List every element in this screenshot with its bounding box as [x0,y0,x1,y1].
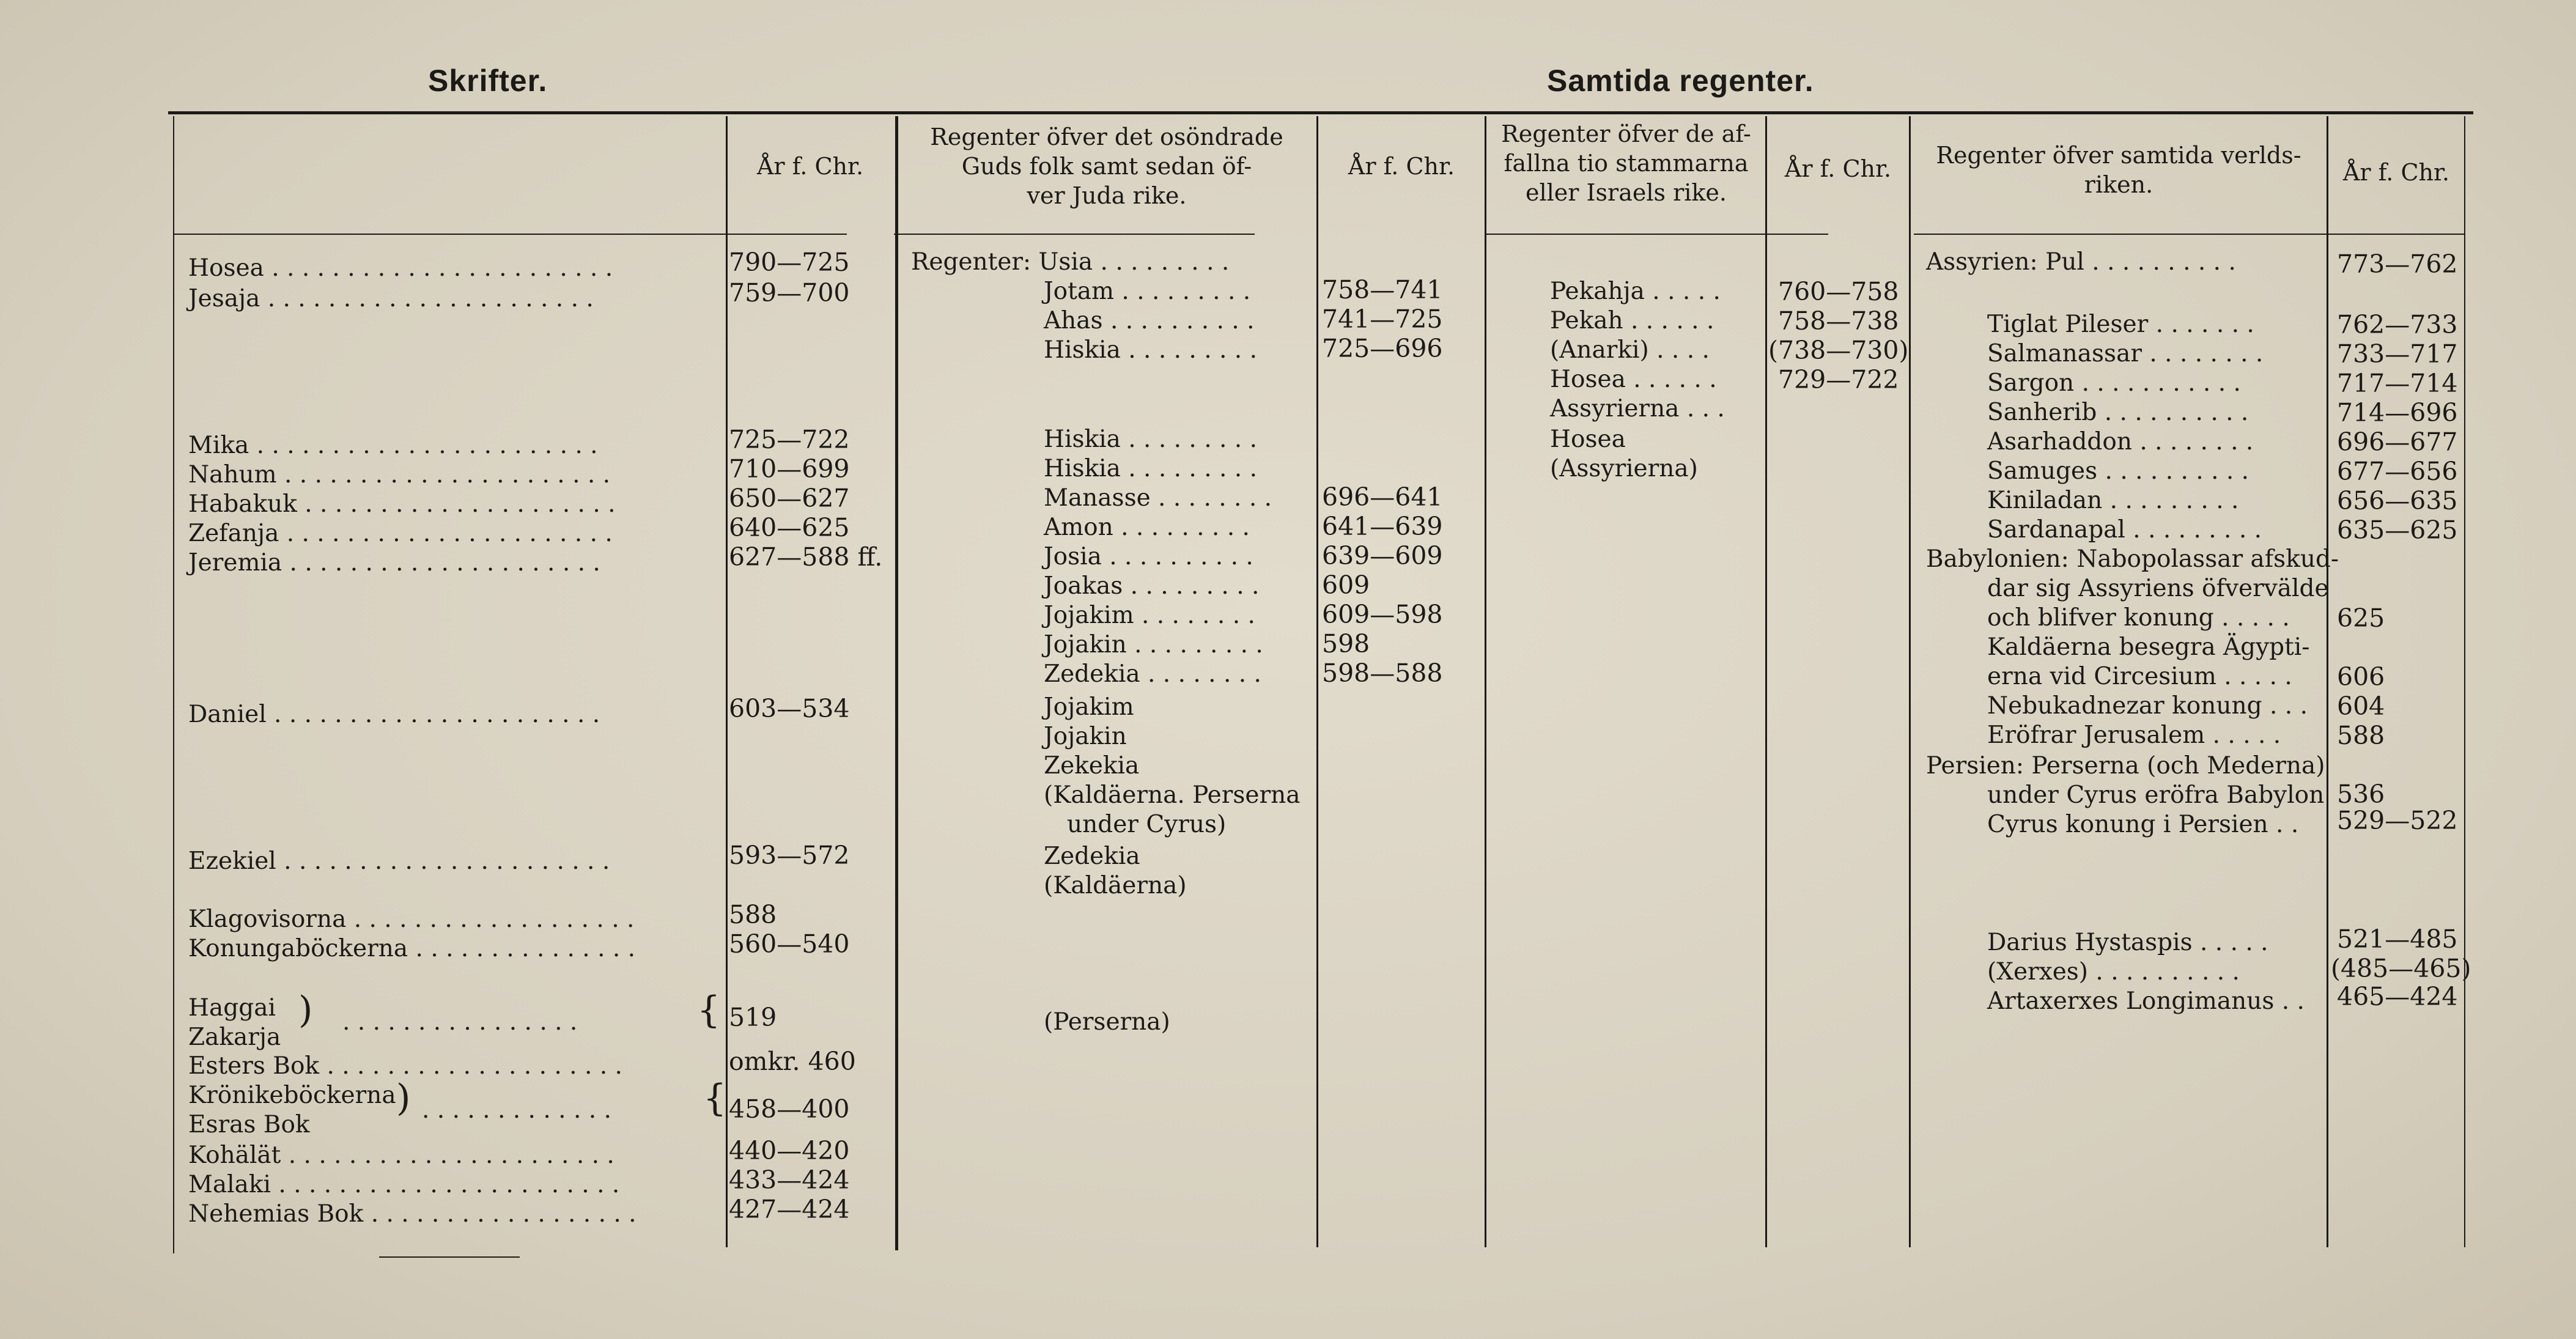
juda-year: 696—641 [1322,482,1443,512]
skrift-year: 627—588 ff. [729,542,883,572]
world-header-line-1: Regenter öfver samtida verlds- [1936,142,2301,169]
juda-year: 725—696 [1322,334,1443,363]
juda-name: Jojakim [1044,693,1134,721]
skrift-year: 640—625 [729,513,850,542]
skrift-name: Krönikeböckerna [188,1082,396,1109]
world-name: Nebukadnezar konung . . . [1987,692,2308,720]
juda-year: 758—741 [1322,275,1443,304]
juda-year: 609—598 [1322,600,1443,629]
skrift-year: 593—572 [729,841,850,870]
world-year: 773—762 [2337,249,2458,279]
brace-right-kronike: { [703,1077,727,1120]
juda-name: Jojakim . . . . . . . . [1044,602,1255,629]
col-line-f [1765,116,1767,1247]
brace-left-kronike: ) [396,1077,411,1120]
world-name: Cyrus konung i Persien . . [1987,811,2299,838]
world-year: 714—696 [2337,398,2458,427]
world-name: Persien: Perserna (och Mederna) [1926,752,2325,780]
juda-name: Manasse . . . . . . . . [1044,484,1272,512]
skrift-year: 519 [729,1003,777,1032]
israel-header-line-1: Regenter öfver de af- [1501,120,1751,147]
skrift-name: Jeremia . . . . . . . . . . . . . . . . . . . . . [188,549,600,577]
skrift-name: Zefanja . . . . . . . . . . . . . . . . . . . . . . [188,520,613,547]
world-year: 717—714 [2337,369,2458,398]
skrift-name: Klagovisorna . . . . . . . . . . . . . . . . . . . [188,906,635,933]
israel-name: (Anarki) . . . . [1550,336,1710,364]
juda-name: Jojakin [1044,723,1127,750]
israel-header-line-2: fallna tio stammarna [1504,150,1749,177]
world-name: Kiniladan . . . . . . . . . [1987,487,2239,514]
top-rule [168,111,2473,114]
israel-year: 758—738 [1778,306,1899,336]
col-header-juda [899,122,1315,210]
header-rule-2 [894,234,1255,235]
world-name: Samuges . . . . . . . . . . [1987,457,2249,485]
skrift-year: 710—699 [729,454,850,484]
skrift-name: Nahum . . . . . . . . . . . . . . . . . . . . . . [188,461,611,489]
brace-left-haggai: ) [298,989,313,1031]
juda-year: 639—609 [1322,541,1443,570]
world-name: (Xerxes) . . . . . . . . . . [1987,958,2240,986]
juda-name: Hiskia . . . . . . . . . [1044,455,1258,482]
world-year: 536 [2337,780,2385,809]
col-line-h [2327,116,2328,1247]
kronike-dots: . . . . . . . . . . . . . [422,1096,611,1124]
israel-year: 760—758 [1778,277,1899,306]
juda-name: Regenter: Usia . . . . . . . . . [911,248,1230,276]
skrift-year: 458—400 [729,1094,850,1124]
juda-year: 598 [1322,629,1370,658]
juda-name: Hiskia . . . . . . . . . [1044,336,1258,364]
world-year: 656—635 [2337,486,2458,515]
skrift-year: 560—540 [729,929,850,959]
world-name: Sargon . . . . . . . . . . . [1987,369,2241,397]
juda-name: under Cyrus) [1067,811,1227,838]
juda-year: 598—588 [1322,658,1443,688]
col-line-i [2464,116,2465,1247]
juda-name: Zedekia [1044,843,1140,870]
juda-name: Amon . . . . . . . . . [1044,514,1250,541]
juda-year: 609 [1322,570,1370,600]
world-name: dar sig Assyriens öfvervälde [1987,575,2329,602]
world-year: 521—485 [2337,924,2458,954]
skrift-name: Habakuk . . . . . . . . . . . . . . . . . . . . . [188,490,616,518]
israel-name: Pekah . . . . . . [1550,307,1714,334]
juda-name: Ahas . . . . . . . . . . [1044,307,1255,334]
haggai-dots: . . . . . . . . . . . . . . . . [342,1008,578,1036]
israel-name: Hosea [1550,426,1626,453]
skrift-name: Esters Bok . . . . . . . . . . . . . . . . . . . . [188,1052,622,1080]
world-year: 529—522 [2337,806,2458,835]
col-line-d [1316,116,1318,1247]
world-name: Darius Hystaspis . . . . . [1987,929,2268,956]
juda-name: (Perserna) [1044,1008,1170,1036]
header-rule-1 [174,234,847,235]
skrift-name: Konungaböckerna . . . . . . . . . . . . . . . [188,935,636,962]
skrift-year: 440—420 [729,1136,850,1165]
col-header-israel [1487,119,1765,207]
col-line-e [1485,116,1486,1247]
skrift-name: Malaki . . . . . . . . . . . . . . . . . . . . . . . [188,1171,620,1198]
world-year: 604 [2337,692,2385,721]
world-name: Eröfrar Jerusalem . . . . . [1987,721,2281,749]
world-year: 588 [2337,721,2385,750]
col-line-a [173,116,174,1253]
skrift-name: Daniel . . . . . . . . . . . . . . . . . . . . . . [188,701,600,728]
skrift-year: 427—424 [729,1195,850,1224]
world-name: Salmanassar . . . . . . . . [1987,340,2264,367]
world-name: Babylonien: Nabopolassar afskud- [1926,545,2339,573]
brace-right-haggai: { [697,989,721,1031]
skrift-year: 433—424 [729,1165,850,1195]
world-name: Assyrien: Pul . . . . . . . . . . [1926,248,2236,276]
world-name: Artaxerxes Longimanus . . [1987,987,2305,1015]
header-rule-4 [1914,234,2464,235]
world-year: 733—717 [2337,339,2458,369]
juda-header-line-3: ver Juda rike. [1027,182,1187,209]
skrift-name: Kohälät . . . . . . . . . . . . . . . . . . . . . . [188,1142,614,1169]
juda-name: Zekekia [1044,752,1140,780]
skrift-name: Esras Bok [188,1111,310,1138]
world-name: Sardanapal . . . . . . . . . [1987,516,2262,544]
world-name: och blifver konung . . . . . [1987,604,2290,632]
juda-header-line-1: Regenter öfver det osöndrade [930,124,1283,150]
skrift-year: 725—722 [729,425,850,454]
col-line-c [895,116,898,1250]
skrift-name: Mika . . . . . . . . . . . . . . . . . . . . . . . [188,432,598,459]
skrift-year: 650—627 [729,484,850,513]
juda-name: Joakas . . . . . . . . . [1044,572,1260,600]
world-name: Tiglat Pileser . . . . . . . [1987,311,2254,338]
juda-name: Hiskia . . . . . . . . . [1044,426,1258,453]
col-header-world [1911,141,2326,199]
israel-name: Pekahja . . . . . [1550,278,1721,305]
israel-name: Hosea . . . . . . [1550,366,1717,393]
world-name: Sanherib . . . . . . . . . . [1987,399,2249,426]
col-line-g [1909,116,1911,1247]
skrifter-heading: Skrifter. [428,64,548,98]
skrift-name: Jesaja . . . . . . . . . . . . . . . . . . . . . . [188,285,594,312]
world-year: 696—677 [2337,427,2458,457]
israel-name: (Assyrierna) [1550,455,1698,482]
world-year: 465—424 [2337,982,2458,1011]
col-header-year-3: År f. Chr. [1784,155,1892,182]
juda-name: (Kaldäerna) [1044,872,1187,899]
world-year: 625 [2337,603,2385,633]
world-year: 762—733 [2337,310,2458,339]
world-name: Kaldäerna besegra Ägypti- [1987,633,2310,661]
juda-name: Josia . . . . . . . . . . [1044,543,1253,570]
juda-name: Zedekia . . . . . . . . [1044,660,1261,688]
israel-year: 729—722 [1778,365,1899,394]
israel-header-line-3: eller Israels rike. [1526,179,1727,206]
world-name: under Cyrus eröfra Babylon [1987,781,2325,809]
skrift-year: 588 [729,900,777,929]
juda-name: Jojakin . . . . . . . . . [1044,631,1263,658]
samtida-heading: Samtida regenter. [1547,64,1814,98]
skrift-year: 603—534 [729,694,850,723]
world-name: erna vid Circesium . . . . . [1987,663,2292,690]
world-header-line-2: riken. [2084,171,2153,198]
juda-year: 641—639 [1322,512,1443,541]
world-name: Asarhaddon . . . . . . . . [1987,428,2254,456]
skrift-name: Zakarja [188,1024,281,1051]
skrift-year: 790—725 [729,248,850,277]
header-rule-3 [1486,234,1828,235]
world-year: (485—465) [2331,954,2471,983]
skrift-name: Hosea . . . . . . . . . . . . . . . . . . . . . . . [188,254,613,282]
skrift-year: 759—700 [729,278,850,308]
world-year: 635—625 [2337,515,2458,545]
skrift-name: Nehemias Bok . . . . . . . . . . . . . . . . . . [188,1200,637,1228]
juda-year: 741—725 [1322,304,1443,334]
israel-name: Assyrierna . . . [1550,395,1725,422]
col-header-year-1: År f. Chr. [756,153,864,180]
col-header-year-2: År f. Chr. [1348,153,1455,180]
world-year: 677—656 [2337,457,2458,486]
skrift-name: Haggai [188,994,276,1022]
world-year: 606 [2337,662,2385,692]
bottom-short-rule [379,1256,520,1258]
skrift-year: omkr. 460 [729,1047,856,1076]
juda-name: (Kaldäerna. Perserna [1044,781,1301,809]
skrift-name: Ezekiel . . . . . . . . . . . . . . . . . . . . . . [188,847,610,875]
israel-year: (738—730) [1768,336,1909,365]
col-header-year-4: År f. Chr. [2342,159,2450,186]
juda-header-line-2: Guds folk samt sedan öf- [961,153,1252,180]
juda-name: Jotam . . . . . . . . . [1044,278,1251,305]
